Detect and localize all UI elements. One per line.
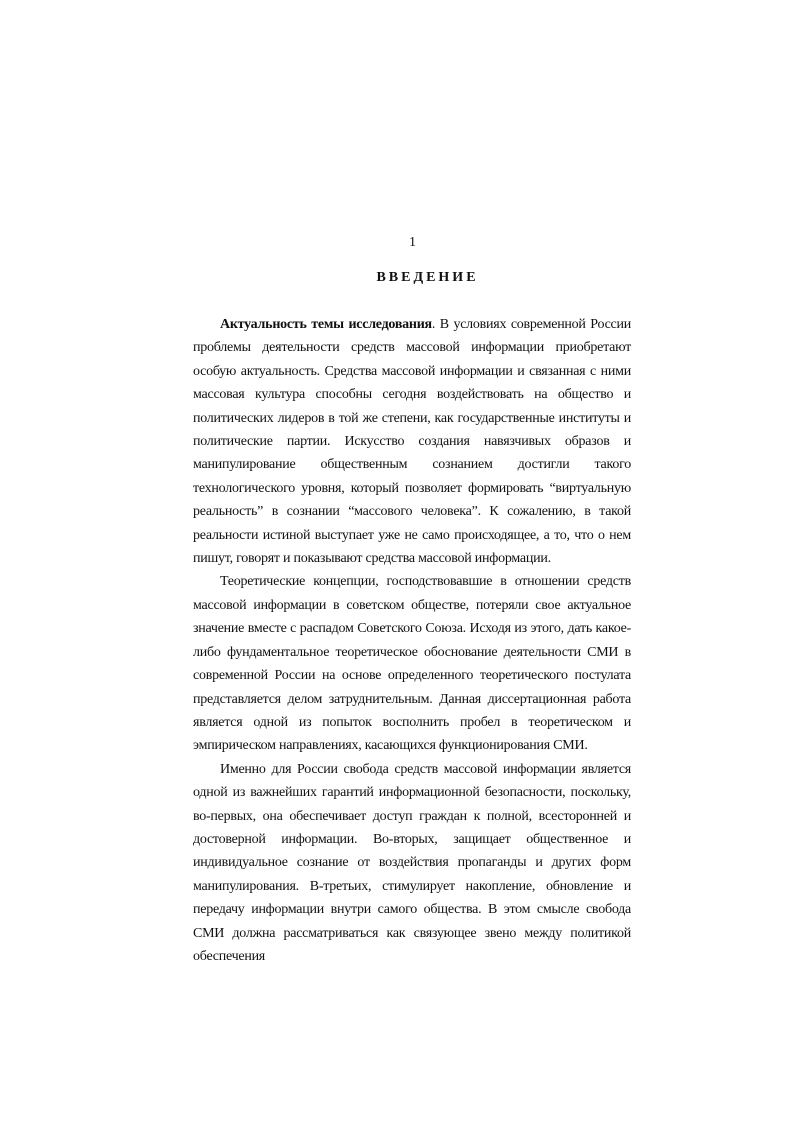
paragraph-1 — [193, 313, 631, 570]
paragraph-text: . В условиях современной России проблемы деятельности средств массовой информации приобретают особую актуальность. Средства массовой информации и связанная с ними массовая культура способны сегодня воздействовать на общество и политических лидеров в той же степени, как государственные институты и политические партии. Искусство создания навязчивых образов и манипулирование общественным сознанием достигли такого технологического уровня, который позволяет формировать “виртуальную реальность” в сознании “массового человека”. К сожалению, в такой реальности истиной выступает уже не само происходящее, а то, что о нем пишут, говорят и показывают средства массовой информации. — [193, 317, 632, 567]
section-heading: ВВЕДЕНИЕ — [376, 270, 479, 285]
paragraph-lead: Актуальность темы исследования — [220, 317, 432, 332]
body-text — [193, 313, 631, 968]
paragraph-2 — [193, 570, 631, 757]
paragraph-text: Теоретические концепции, господствовавшие в отношении средств массовой информации в советском обществе, потеряли свое актуальное значение вместе с распадом Советского Союза. Исходя из этого, дать какое-либо фундаментальное теоретическое обоснование деятельности СМИ в современной России на основе определенного теоретического постулата представляется делом затруднительным. Данная диссертационная работа является одной из попыток восполнить пробел в теоретическом и эмпирическом направлениях, касающихся функционирования СМИ. — [193, 574, 631, 754]
paragraph-3 — [193, 758, 631, 969]
paragraph-text: Именно для России свобода средств массовой информации является одной из важнейших гарантий информационной безопасности, поскольку, во-первых, она обеспечивает доступ граждан к полной, всесторонней и достоверной информации. Во-вторых, защищает общественное и индивидуальное сознание от воздействия пропаганды и других форм манипулирования. В-третьих, стимулирует накопление, обновление и передачу информации внутри самого общества. В этом смысле свобода СМИ должна рассматриваться как связующее звено между политикой обеспечения — [193, 761, 631, 964]
page-number: 1 — [409, 235, 416, 250]
